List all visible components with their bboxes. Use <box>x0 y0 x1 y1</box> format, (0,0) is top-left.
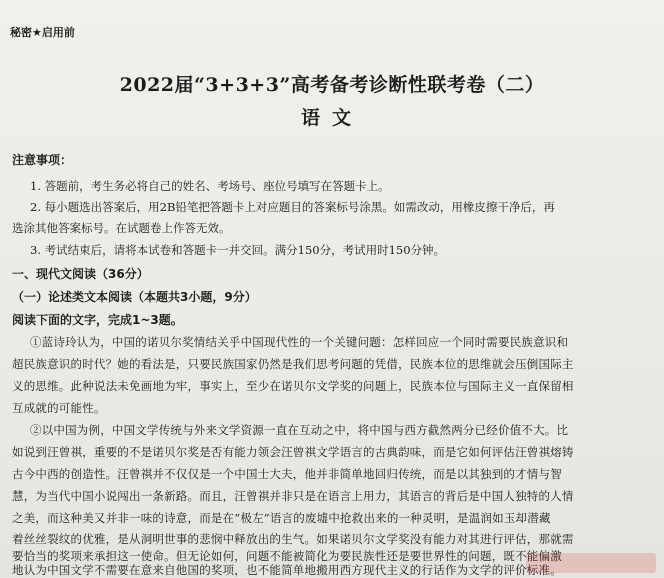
paragraph-line: 慧，为当代中国小说闯出一条新路。而且，汪曾祺并非只是在语言上用力，其语言的背后是中国人独特的人情 <box>12 489 574 503</box>
reading-instruction: 阅读下面的文字，完成1~3题。 <box>12 313 183 327</box>
exam-title: 2022届“3+3+3”高考备考诊断性联考卷（二） <box>119 74 545 96</box>
subsection-heading: （一）论述类文本阅读（本题共3小题，9分） <box>12 290 257 304</box>
watermark <box>526 553 656 573</box>
note-item: 3. 考试结束后，请将本试卷和答题卡一并交回。满分150分，考试用时150分钟。 <box>30 243 446 257</box>
paragraph-line: 之美，而这种美又并非一味的诗意，而是在“极左”语言的废墟中抢救出来的一种灵明，是温润如玉却潜藏 <box>12 511 551 525</box>
paragraph-line: 义的思维。此种说法未免画地为牢，事实上，至少在诺贝尔文学奖的问题上，民族本位与国际主义一直保留相 <box>12 379 574 393</box>
paragraph-line: 着丝丝裂纹的优雅，是从洞明世事的悲悯中释放出的生气。如果诺贝尔文学奖没有能力对其进行评估，那就需 <box>12 532 574 546</box>
paragraph-line: 互成就的可能性。 <box>12 401 106 415</box>
secret-label: 秘密★启用前 <box>10 26 75 39</box>
note-item: 2. 每小题选出答案后，用2B铅笔把答题卡上对应题目的答案标号涂黑。如需改动，用橡皮擦干净后，再 <box>30 200 555 214</box>
paragraph-line: ①蓝诗玲认为，中国的诺贝尔奖情结关乎中国现代性的一个关键问题：怎样回应一个同时需要民族意识和 <box>30 335 569 349</box>
subject-title: 语文 <box>300 107 363 129</box>
paragraph-line: 地认为中国文学不需要在意来自他国的奖项，也不能简单地搬用西方现代主义的行话作为文学的评价标准。 <box>12 563 562 577</box>
paragraph-line: 超民族意识的时代？她的看法是，只要民族国家仍然是我们思考问题的凭借，民族本位的思维就会压倒国际主 <box>12 357 574 371</box>
note-item: 选涂其他答案标号。在试题卷上作答无效。 <box>12 221 231 235</box>
paragraph-line: 古今中西的创造性。汪曾祺并不仅仅是一个中国士大夫，他并非简单地回归传统，而是以其独到的才情与智 <box>12 467 562 481</box>
notes-heading: 注意事项： <box>12 153 73 167</box>
section-heading: 一、现代文阅读（36分） <box>12 267 149 281</box>
paragraph-line: 要恰当的奖项来承担这一使命。但无论如何，问题不能被简化为要民族性还是要世界性的问题，既不能偏激 <box>12 549 562 563</box>
paragraph-line: 如说到汪曾祺，重要的不是诺贝尔奖是否有能力领会汪曾祺文学语言的古典韵味，而是它如何评估汪曾祺熔铸 <box>12 445 574 459</box>
note-item: 1. 答题前，考生务必将自己的姓名、考场号、座位号填写在答题卡上。 <box>30 179 390 193</box>
paragraph-line: ②以中国为例，中国文学传统与外来文学资源一直在互动之中，将中国与西方截然两分已经价值不大。比 <box>30 423 569 437</box>
